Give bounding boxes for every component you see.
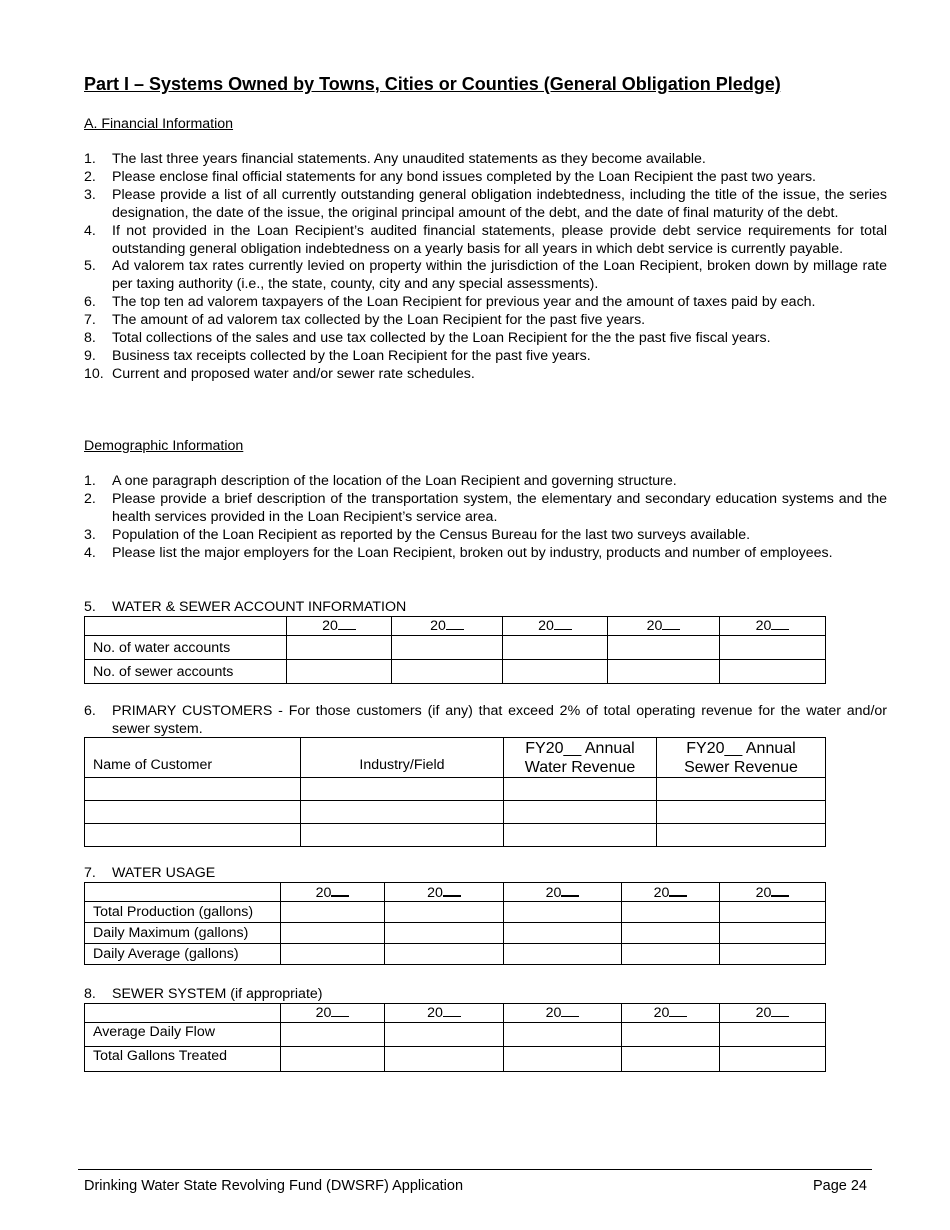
footer-divider bbox=[78, 1169, 872, 1170]
entry-cell[interactable] bbox=[720, 660, 826, 684]
year-header: 20 bbox=[622, 883, 720, 902]
year-header: 20 bbox=[720, 883, 826, 902]
accounts-table bbox=[84, 616, 826, 684]
col-header-sewer-revenue: FY20__ Annual Sewer Revenue bbox=[657, 738, 826, 778]
sewer-title: 8. SEWER SYSTEM (if appropriate) bbox=[84, 986, 323, 1002]
accounts-header-row bbox=[85, 617, 826, 636]
list-item bbox=[84, 527, 887, 545]
entry-cell[interactable] bbox=[301, 801, 504, 824]
list-item-text: Please enclose final official statements for any bond issues completed by the Loan Recipient the past two years. bbox=[112, 168, 816, 185]
entry-cell[interactable] bbox=[385, 923, 504, 944]
table-row bbox=[85, 801, 826, 824]
list-item bbox=[84, 294, 887, 312]
list-item-number: 5. bbox=[84, 258, 96, 275]
list-item-text: A one paragraph description of the location of the Loan Recipient and governing structure. bbox=[112, 473, 677, 489]
list-item-text: Please list the major employers for the Loan Recipient, broken out by industry, products and number of employees. bbox=[112, 544, 833, 561]
list-item-text: Population of the Loan Recipient as reported by the Census Bureau for the last two surveys available. bbox=[112, 526, 751, 543]
list-item bbox=[84, 348, 887, 366]
entry-cell[interactable] bbox=[504, 778, 657, 801]
entry-cell[interactable] bbox=[281, 1047, 385, 1072]
year-header: 20 bbox=[287, 617, 392, 636]
entry-cell[interactable] bbox=[720, 944, 826, 965]
row-label: Total Gallons Treated bbox=[85, 1047, 281, 1072]
entry-cell[interactable] bbox=[657, 824, 826, 847]
demographic-list bbox=[84, 473, 887, 563]
list-item bbox=[84, 473, 887, 491]
list-item-text: Please provide a brief description of the transportation system, the elementary and secondary education systems and the health services provided in the Loan Recipient’s service area. bbox=[112, 490, 887, 525]
year-header: 20 bbox=[392, 617, 503, 636]
year-header: 20 bbox=[504, 883, 622, 902]
list-item bbox=[84, 258, 887, 294]
entry-cell[interactable] bbox=[392, 636, 503, 660]
list-item-number: 2. bbox=[84, 168, 96, 185]
table-row bbox=[85, 1023, 826, 1047]
entry-cell[interactable] bbox=[281, 944, 385, 965]
usage-table bbox=[84, 882, 826, 965]
entry-cell[interactable] bbox=[622, 923, 720, 944]
year-header: 20 bbox=[385, 1004, 504, 1023]
list-item-text: The amount of ad valorem tax collected by the Loan Recipient for the past five years. bbox=[112, 312, 646, 329]
year-header: 20 bbox=[720, 617, 826, 636]
entry-cell[interactable] bbox=[503, 660, 608, 684]
list-item bbox=[84, 187, 887, 223]
list-item bbox=[84, 312, 887, 330]
entry-cell[interactable] bbox=[385, 1047, 504, 1072]
list-item bbox=[84, 366, 887, 384]
list-item-number: 9. bbox=[84, 347, 96, 364]
entry-cell[interactable] bbox=[281, 1023, 385, 1047]
year-header: 20 bbox=[622, 1004, 720, 1023]
entry-cell[interactable] bbox=[385, 1023, 504, 1047]
entry-cell[interactable] bbox=[504, 801, 657, 824]
list-item-number: 10. bbox=[84, 365, 104, 382]
entry-cell[interactable] bbox=[608, 660, 720, 684]
row-label: Total Production (gallons) bbox=[85, 902, 281, 923]
list-item-number: 4. bbox=[84, 544, 96, 561]
entry-cell[interactable] bbox=[287, 636, 392, 660]
entry-cell[interactable] bbox=[85, 778, 301, 801]
row-label: Daily Average (gallons) bbox=[85, 944, 281, 965]
list-item-number: 6. bbox=[84, 294, 96, 311]
row-label: No. of water accounts bbox=[85, 636, 287, 660]
table-row bbox=[85, 944, 826, 965]
col-header-water-revenue: FY20__ Annual Water Revenue bbox=[504, 738, 657, 778]
entry-cell[interactable] bbox=[608, 636, 720, 660]
list-item-text: Business tax receipts collected by the Loan Recipient for the past five years. bbox=[112, 347, 591, 364]
year-header: 20 bbox=[720, 1004, 826, 1023]
row-label: Daily Maximum (gallons) bbox=[85, 923, 281, 944]
list-item-number: 1. bbox=[84, 473, 96, 489]
entry-cell[interactable] bbox=[720, 923, 826, 944]
year-header: 20 bbox=[503, 617, 608, 636]
entry-cell[interactable] bbox=[504, 1023, 622, 1047]
list-item-number: 8. bbox=[84, 330, 96, 347]
page-title: Part I – Systems Owned by Towns, Cities or Counties (General Obligation Pledge) bbox=[84, 74, 781, 94]
list-item-number: 1. bbox=[84, 151, 96, 167]
entry-cell[interactable] bbox=[504, 1047, 622, 1072]
financial-heading: A. Financial Information bbox=[84, 116, 234, 132]
page-number: Page 24 bbox=[812, 1178, 867, 1194]
entry-cell[interactable] bbox=[385, 944, 504, 965]
table-row bbox=[85, 636, 826, 660]
entry-cell[interactable] bbox=[504, 902, 622, 923]
entry-cell[interactable] bbox=[392, 660, 503, 684]
entry-cell[interactable] bbox=[301, 778, 504, 801]
entry-cell[interactable] bbox=[720, 636, 826, 660]
customers-intro: 6. PRIMARY CUSTOMERS - For those customers (if any) that exceed 2% of total operating revenue for the water and/or sewer system. bbox=[84, 703, 887, 737]
sewer-table bbox=[84, 1003, 826, 1072]
col-header-name: Name of Customer bbox=[85, 738, 301, 778]
list-item-text: Current and proposed water and/or sewer rate schedules. bbox=[112, 365, 475, 382]
list-item-number: 3. bbox=[84, 526, 96, 543]
entry-cell[interactable] bbox=[504, 944, 622, 965]
entry-cell[interactable] bbox=[281, 923, 385, 944]
usage-title: 7. WATER USAGE bbox=[84, 865, 216, 881]
entry-cell[interactable] bbox=[720, 902, 826, 923]
list-item-number: 4. bbox=[84, 222, 96, 239]
customers-table bbox=[84, 737, 826, 847]
entry-cell[interactable] bbox=[85, 801, 301, 824]
year-header: 20 bbox=[504, 1004, 622, 1023]
table-row bbox=[85, 778, 826, 801]
entry-cell[interactable] bbox=[503, 636, 608, 660]
table-row bbox=[85, 902, 826, 923]
entry-cell[interactable] bbox=[504, 824, 657, 847]
entry-cell[interactable] bbox=[720, 1047, 826, 1072]
row-label: No. of sewer accounts bbox=[85, 660, 287, 684]
list-item bbox=[84, 151, 887, 169]
entry-cell[interactable] bbox=[622, 944, 720, 965]
row-label: Average Daily Flow bbox=[85, 1023, 281, 1047]
list-item-text: Ad valorem tax rates currently levied on property within the jurisdiction of the Loan Recipient, broken down by millage rate per taxing authority (i.e., the state, county, city and any special assessments). bbox=[112, 258, 887, 293]
list-item-number: 7. bbox=[84, 312, 96, 329]
list-item bbox=[84, 223, 887, 259]
sewer-header-row bbox=[85, 1004, 826, 1023]
entry-cell[interactable] bbox=[281, 902, 385, 923]
col-header-industry: Industry/Field bbox=[301, 738, 504, 778]
list-item bbox=[84, 169, 887, 187]
footer-title: Drinking Water State Revolving Fund (DWSRF) Application bbox=[84, 1178, 464, 1194]
entry-cell[interactable] bbox=[301, 824, 504, 847]
entry-cell[interactable] bbox=[385, 902, 504, 923]
list-item bbox=[84, 491, 887, 527]
table-row bbox=[85, 1047, 826, 1072]
list-item-text: The last three years financial statements. Any unaudited statements as they become available. bbox=[112, 151, 706, 167]
entry-cell[interactable] bbox=[657, 801, 826, 824]
entry-cell[interactable] bbox=[504, 923, 622, 944]
table-row bbox=[85, 660, 826, 684]
table-row bbox=[85, 923, 826, 944]
entry-cell[interactable] bbox=[287, 660, 392, 684]
entry-cell[interactable] bbox=[622, 1047, 720, 1072]
list-item-text: If not provided in the Loan Recipient’s audited financial statements, please provide debt service requirements for total outstanding general obligation indebtedness on a yearly basis for all years in which debt service is currently payable. bbox=[112, 222, 887, 257]
demographic-heading: Demographic Information bbox=[84, 438, 244, 454]
usage-header-row bbox=[85, 883, 826, 902]
list-item-text: Total collections of the sales and use tax collected by the Loan Recipient for the the past five fiscal years. bbox=[112, 330, 771, 347]
customers-header-row bbox=[85, 738, 826, 778]
list-item-text: Please provide a list of all currently outstanding general obligation indebtedness, including the title of the issue, the series designation, the date of the issue, the original principal amount of the debt, and the date of final maturity of the debt. bbox=[112, 186, 887, 221]
year-header: 20 bbox=[281, 1004, 385, 1023]
year-header: 20 bbox=[608, 617, 720, 636]
list-item-number: 3. bbox=[84, 186, 96, 203]
year-header: 20 bbox=[385, 883, 504, 902]
entry-cell[interactable] bbox=[720, 1023, 826, 1047]
table-row bbox=[85, 824, 826, 847]
entry-cell[interactable] bbox=[657, 778, 826, 801]
list-item bbox=[84, 330, 887, 348]
list-item-number: 2. bbox=[84, 490, 96, 507]
accounts-title: 5. WATER & SEWER ACCOUNT INFORMATION bbox=[84, 599, 407, 615]
entry-cell[interactable] bbox=[622, 902, 720, 923]
financial-list bbox=[84, 151, 887, 384]
entry-cell[interactable] bbox=[622, 1023, 720, 1047]
entry-cell[interactable] bbox=[85, 824, 301, 847]
list-item bbox=[84, 545, 887, 563]
year-header: 20 bbox=[281, 883, 385, 902]
list-item-text: The top ten ad valorem taxpayers of the Loan Recipient for previous year and the amount of taxes paid by each. bbox=[112, 294, 816, 311]
